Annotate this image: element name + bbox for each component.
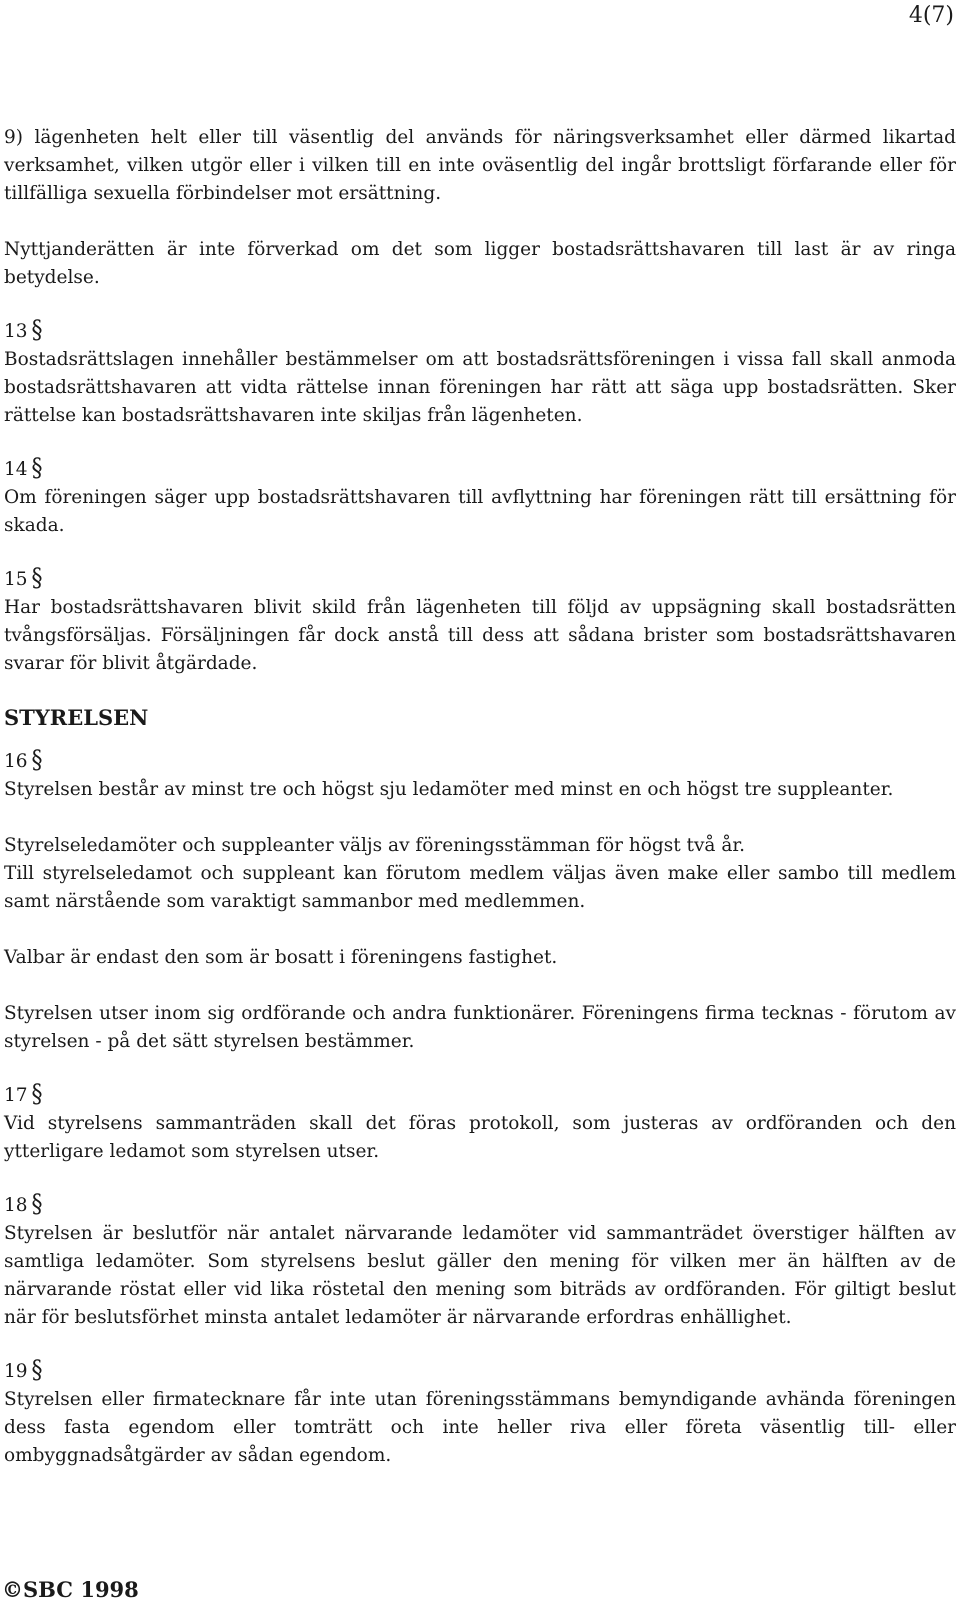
section-heading [4, 1081, 956, 1110]
section-symbol: § [31, 746, 43, 775]
section-text-1: Styrelsen består av minst tre och högst sju ledamöter med minst en och högst tre suppleanter. [4, 779, 894, 800]
section-text: Vid styrelsens sammanträden skall det föras protokoll, som justeras av ordföranden och den ytterligare ledamot som styrelsen utser. [4, 1113, 956, 1162]
section-number: 16 [4, 751, 28, 772]
section-number: 15 [4, 569, 28, 590]
section-symbol: § [31, 316, 43, 345]
paragraph-item-9: 9) lägenheten helt eller till väsentlig del används för näringsverksamhet eller därmed likartad verksamhet, vilken utgör eller i vilken till en inte oväsentlig del ingår brottsligt förfarande eller för tillfälliga sexuella förbindelser mot ersättning. [4, 127, 956, 204]
section-heading [4, 317, 956, 346]
section-number: 19 [4, 1361, 28, 1382]
section-19 [4, 1357, 956, 1470]
section-text-2: Styrelseledamöter och suppleanter väljs av föreningsstämman för högst två år. [4, 835, 746, 856]
section-number: 17 [4, 1085, 28, 1106]
section-heading [4, 455, 956, 484]
document-body [4, 124, 956, 1470]
page-number: 4(7) [908, 3, 954, 28]
paragraph-nyttjanderatt: Nyttjanderätten är inte förverkad om det som ligger bostadsrättshavaren till last är av ringa betydelse. [4, 239, 956, 288]
section-symbol: § [31, 564, 43, 593]
section-16 [4, 747, 956, 1056]
section-text: Styrelsen är beslutför när antalet närvarande ledamöter vid sammanträdet överstiger hälften av samtliga ledamöter. Som styrelsens beslut gäller den mening för vilken mer än hälften av de närvarande röstat eller vid lika röstetal den mening som biträds av ordföranden. För giltigt beslut när för beslutsförhet minsta antalet ledamöter är närvarande erfordras enhällighet. [4, 1223, 956, 1328]
section-13 [4, 317, 956, 430]
section-number: 18 [4, 1195, 28, 1216]
section-15 [4, 565, 956, 678]
section-18 [4, 1191, 956, 1332]
copyright-footer: ©SBC 1998 [2, 1577, 139, 1602]
section-text-3: Till styrelseledamot och suppleant kan förutom medlem väljas även make eller sambo till medlem samt närstående som varaktigt sammanbor med medlemmen. [4, 863, 956, 912]
section-text: Bostadsrättslagen innehåller bestämmelser om att bostadsrättsföreningen i vissa fall skall anmoda bostadsrättshavaren att vidta rättelse innan föreningen har rätt att säga upp bostadsrätten. Sker rättelse kan bostadsrättshavaren inte skiljas från lägenheten. [4, 349, 956, 426]
section-text: Styrelsen eller firmatecknare får inte utan föreningsstämmans bemyndigande avhända föreningen dess fasta egendom eller tomträtt och inte heller riva eller företa väsentlig till- eller ombyggnadsåtgärder av sådan egendom. [4, 1389, 956, 1466]
section-text: Om föreningen säger upp bostadsrättshavaren till avflyttning har föreningen rätt till ersättning för skada. [4, 487, 956, 536]
chapter-heading-styrelsen: STYRELSEN [4, 705, 149, 730]
section-number: 13 [4, 321, 28, 342]
section-text-5: Styrelsen utser inom sig ordförande och andra funktionärer. Föreningens firma tecknas - förutom av styrelsen - på det sätt styrelsen bestämmer. [4, 1003, 956, 1052]
section-number: 14 [4, 459, 28, 480]
section-17 [4, 1081, 956, 1166]
section-heading [4, 1191, 956, 1220]
section-symbol: § [31, 454, 43, 483]
section-14 [4, 455, 956, 540]
section-heading [4, 565, 956, 594]
section-text: Har bostadsrättshavaren blivit skild från lägenheten till följd av uppsägning skall bostadsrätten tvångsförsäljas. Försäljningen får dock anstå till dess att sådana brister som bostadsrättshavaren svarar för blivit åtgärdade. [4, 597, 956, 674]
section-heading [4, 747, 956, 776]
section-symbol: § [31, 1190, 43, 1219]
section-symbol: § [31, 1356, 43, 1385]
section-heading [4, 1357, 956, 1386]
section-text-4: Valbar är endast den som är bosatt i föreningens fastighet. [4, 947, 558, 968]
section-symbol: § [31, 1080, 43, 1109]
